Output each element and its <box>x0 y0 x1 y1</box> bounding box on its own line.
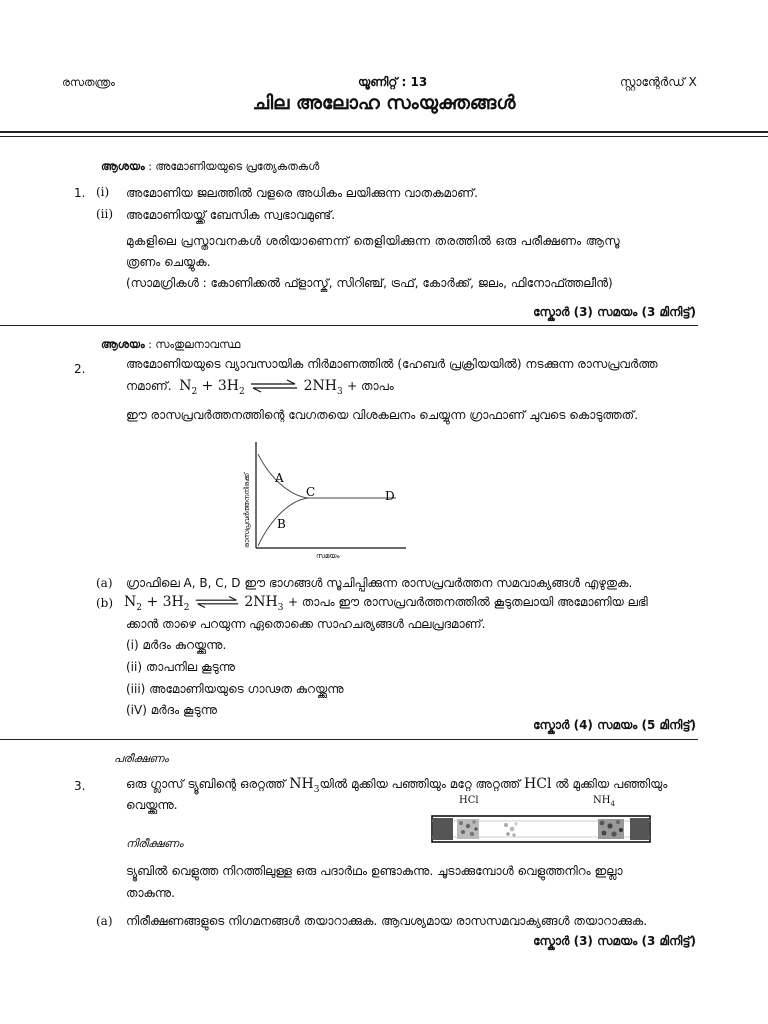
tube-right-label-text: NH <box>593 795 611 806</box>
q1-item-2-label: (ii) <box>96 207 114 221</box>
b-equilibrium-arrow-icon <box>194 595 240 609</box>
q2-graph-intro: ഈ രാസപ്രവർത്തനത്തിന്റെ വേഗതയെ വിശകലനം ചെയ്യുന്ന ഗ്രാഫാണ് ചുവടെ കൊടുത്തത്. <box>126 408 639 422</box>
eq-heat: + താപം <box>347 379 394 393</box>
tube-left-cork <box>433 818 453 840</box>
graph-y-label: രാസപ്രവർത്തനനിരക്ക് <box>243 472 251 548</box>
q3-line-1-a: ഒരു ഗ്ലാസ് ട്യൂബിന്റെ ഒരറ്റത്ത് <box>126 777 286 791</box>
glass-tube-illustration <box>430 813 652 845</box>
q2-option-2: (ii) താപനില കൂടുന്നു <box>126 660 235 674</box>
q1-materials: (സാമഗ്രികൾ : കോണിക്കൽ ഫ്ളാസ്ക്, സിറിഞ്ച്, ട്രഫ്, കോർക്ക്, ജലം, ഫിനോഫ്ത്തലീൻ) <box>126 276 613 290</box>
q1-concept <box>101 160 319 174</box>
q3-line-1-b: യിൽ മുക്കിയ പഞ്ഞിയും മറ്റേ അറ്റത്ത് <box>319 777 521 791</box>
q1-item-1-text: അമോണിയ ജലത്തിൽ വളരെ അധികം ലയിക്കുന്ന വാതകമാണ്. <box>126 186 478 200</box>
graph-label-d: D <box>385 489 395 503</box>
q1-score: സ്കോർ (3) സമയം (3 മിനിട്ട്) <box>533 305 696 319</box>
eq-h-sub: 2 <box>238 386 245 397</box>
q2-b-line-1 <box>124 594 648 613</box>
standard-label: സ്റ്റാന്റേർഡ് X <box>620 75 697 89</box>
unit-label: യൂണിറ്റ് : 13 <box>358 75 428 89</box>
q3-line-1-c: ൽ മുക്കിയ പഞ്ഞിയും <box>555 777 668 791</box>
q3-hcl: HCl <box>524 776 552 792</box>
q3-observation-line-1: ട്യൂബിൽ വെളുത്ത നിറത്തിലുള്ള ഒരു പദാർഥം ഉണ്ടാകുന്നു. ചൂടാക്കുമ്പോൾ വെളുത്തനിറം ഇല്ലാ <box>126 864 623 878</box>
q3-number: 3. <box>74 779 86 793</box>
q1-number: 1. <box>74 186 86 200</box>
q3-line-1 <box>126 776 667 795</box>
q2-b-equation <box>124 594 288 613</box>
tube-right-label <box>593 795 615 808</box>
tube-right-cork <box>630 818 649 840</box>
tube-right-label-sub: 4 <box>610 800 615 808</box>
q2-a-text: ഗ്രാഫിലെ A, B, C, D ഈ ഭാഗങ്ങൾ സൂചിപ്പിക്കുന്ന രാസപ്രവർത്തന സമവാക്യങ്ങൾ എഴുതുക. <box>126 576 633 590</box>
graph-label-b: B <box>277 517 286 531</box>
eq-n: N <box>179 378 192 394</box>
q2-option-3: (iii) അമോണിയയുടെ ഗാഢത കുറയ്ക്കുന്നു <box>126 682 344 696</box>
graph-label-c: C <box>306 485 316 499</box>
q2-line-1: അമോണിയയുടെ വ്യാവസായിക നിർമാണത്തിൽ (ഹേബർ പ്രക്രിയയിൽ) നടക്കുന്ന രാസപ്രവർത്ത <box>126 357 658 371</box>
q2-concept-label: ആശയം <box>101 338 145 351</box>
q2-b-label: (b) <box>96 596 114 610</box>
q3-nh: NH <box>289 776 314 792</box>
q1-divider <box>0 325 698 326</box>
q3-a-text: നിരീക്ഷണങ്ങളുടെ നിഗമനങ്ങൾ തയാറാക്കുക. ആവശ്യമായ രാസസമവാക്യങ്ങൾ തയാറാക്കുക. <box>126 914 648 928</box>
nh3-cotton-icon <box>598 819 624 839</box>
b-eq-nh-sub: 3 <box>277 602 284 613</box>
q3-section-label: പരീക്ഷണം <box>114 752 169 765</box>
page-title: ചില അലോഹ സംയുക്തങ്ങൾ <box>252 92 516 114</box>
q2-b-line-2: ക്കാൻ താഴെ പറയുന്ന ഏതൊക്കെ സാഹചര്യങ്ങൾ ഫലപ്രദമാണ്. <box>126 617 486 631</box>
q3-line-2: വെയ്ക്കുന്നു. <box>126 798 178 812</box>
eq-n-sub: 2 <box>191 386 198 397</box>
q2-divider <box>0 739 698 740</box>
q1-concept-label: ആശയം <box>101 160 145 173</box>
q2-line-2 <box>126 378 394 397</box>
q2-option-4: (iV) മർദം കൂടുന്നു <box>126 703 217 717</box>
rate-time-graph <box>236 438 416 560</box>
q1-instruction-line-1: മുകളിലെ പ്രസ്താവനകൾ ശരിയാണെന്ന് തെളിയിക്കുന്ന തരത്തിൽ ഒരു പരീക്ഷണം ആസൂ <box>126 234 620 248</box>
q2-concept-text: : സംതുലനാവസ്ഥ <box>144 338 241 351</box>
header-divider-bottom <box>0 136 768 137</box>
q3-score: സ്കോർ (3) സമയം (3 മിനിട്ട്) <box>533 934 696 948</box>
equilibrium-arrow-icon <box>249 379 299 393</box>
tube-left-label: HCl <box>459 795 479 806</box>
b-eq-nh: 2NH <box>244 594 278 610</box>
q3-nh-sub: 3 <box>313 784 320 795</box>
q2-option-1: (i) മർദം കുറയ്ക്കുന്നു. <box>126 638 227 652</box>
q3-a-label: (a) <box>96 914 113 928</box>
q1-item-1-label: (i) <box>96 185 110 199</box>
b-eq-h: + 3H <box>146 594 184 610</box>
b-eq-h-sub: 2 <box>183 602 190 613</box>
q2-score: സ്കോർ (4) സമയം (5 മിനിട്ട്) <box>533 718 696 732</box>
q2-number: 2. <box>74 362 86 376</box>
q2-concept <box>101 338 240 352</box>
subject-label: രസതന്ത്രം <box>62 76 115 89</box>
q2-equation <box>179 378 347 397</box>
q2-b-tail: + താപം ഈ രാസപ്രവർത്തനത്തിൽ കൂടുതലായി അമോണിയ ലഭി <box>287 595 648 609</box>
hcl-cotton-icon <box>457 819 479 839</box>
eq-h: + 3H <box>201 378 239 394</box>
q2-line-2-prefix: നമാണ്. <box>126 379 172 393</box>
q1-item-2-text: അമോണിയയ്ക്ക് ബേസിക സ്വഭാവമുണ്ട്. <box>126 208 336 222</box>
q3-observation-label: നിരീക്ഷണം <box>126 837 184 850</box>
graph-label-a: A <box>275 471 284 485</box>
b-eq-n-sub: 2 <box>136 602 142 613</box>
graph-x-label: സമയം <box>316 552 340 560</box>
q3-observation-line-2: താകുന്നു. <box>126 886 175 900</box>
q2-a-label: (a) <box>96 576 113 590</box>
q1-instruction-line-2: ത്രണം ചെയ്യുക. <box>126 255 211 269</box>
eq-nh: 2NH <box>303 378 337 394</box>
q1-concept-text: : അമോണിയയുടെ പ്രത്യേകതകൾ <box>144 160 320 173</box>
b-eq-n: N <box>124 594 137 610</box>
header-divider-top <box>0 131 768 133</box>
eq-nh-sub: 3 <box>336 386 343 397</box>
